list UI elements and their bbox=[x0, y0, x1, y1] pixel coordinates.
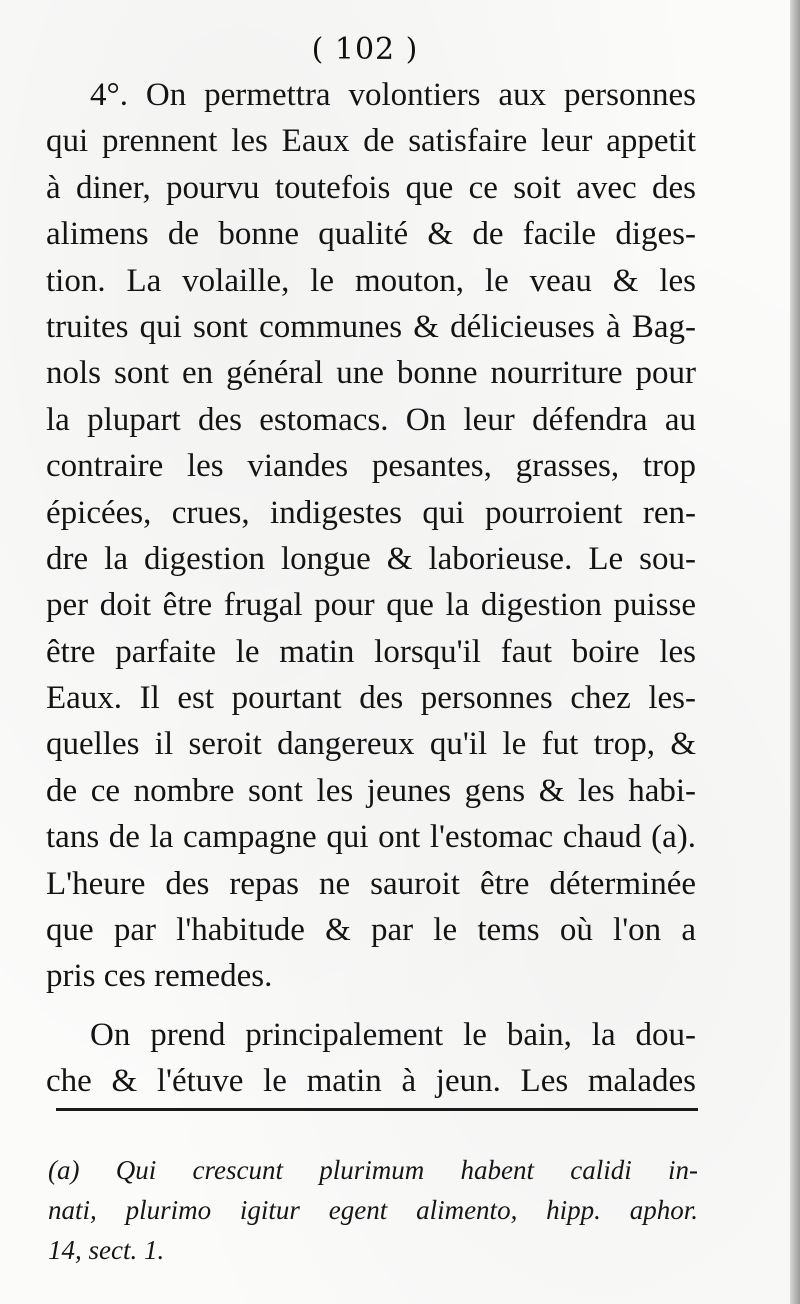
page-number: ( 102 ) bbox=[311, 32, 419, 67]
text-line: que par l'habitude & par le tems où l'on a bbox=[46, 912, 696, 949]
text-line: Eaux. Il est pourtant des personnes chez les- bbox=[46, 680, 696, 717]
text-line: per doit être frugal pour que la digestion puisse bbox=[46, 587, 696, 624]
text-line: épicées, crues, indigestes qui pourroient ren- bbox=[46, 494, 696, 531]
text-line: nols sont en général une bonne nourriture pour bbox=[46, 355, 696, 392]
paragraph-gap bbox=[46, 1000, 696, 1012]
text-line: dre la digestion longue & laborieuse. Le sou- bbox=[46, 540, 696, 577]
footnote bbox=[48, 1150, 698, 1270]
text-line: de ce nombre sont les jeunes gens & les habi- bbox=[46, 772, 696, 809]
text-line: être parfaite le matin lorsqu'il faut boire les bbox=[46, 633, 696, 670]
text-line: la plupart des estomacs. On leur défendra au bbox=[46, 401, 696, 438]
paragraph bbox=[46, 1012, 696, 1105]
text-line: che & l'étuve le matin à jeun. Les malades bbox=[46, 1063, 696, 1100]
text-line: alimens de bonne qualité & de facile diges- bbox=[46, 216, 696, 253]
page-edge bbox=[790, 0, 800, 1304]
text-line: truites qui sont communes & délicieuses à Bag- bbox=[46, 308, 696, 345]
footnote-line: nati, plurimo igitur egent alimento, hipp. aphor. bbox=[48, 1195, 698, 1225]
text-line: contraire les viandes pesantes, grasses, trop bbox=[46, 448, 696, 485]
text-line: On prend principalement le bain, la dou- bbox=[90, 1016, 696, 1053]
footnote-line: 14, sect. 1. bbox=[48, 1235, 165, 1265]
footnote-line: (a) Qui crescunt plurimum habent calidi in- bbox=[48, 1155, 698, 1185]
text-line: L'heure des repas ne sauroit être déterminée bbox=[46, 865, 696, 902]
footnote-rule bbox=[56, 1108, 698, 1111]
text-line: pris ces remedes. bbox=[46, 958, 273, 995]
text-line: tion. La volaille, le mouton, le veau & les bbox=[46, 262, 696, 299]
paragraph bbox=[46, 72, 696, 1000]
text-line: quelles il seroit dangereux qu'il le fut trop, & bbox=[46, 726, 696, 763]
text-line: 4°. On permettra volontiers aux personnes bbox=[90, 77, 696, 113]
text-line: qui prennent les Eaux de satisfaire leur appetit bbox=[46, 123, 696, 160]
text-line: tans de la campagne qui ont l'estomac chaud (a). bbox=[46, 819, 696, 856]
main-text bbox=[46, 72, 696, 1105]
text-line: à diner, pourvu toutefois que ce soit avec des bbox=[46, 169, 696, 206]
